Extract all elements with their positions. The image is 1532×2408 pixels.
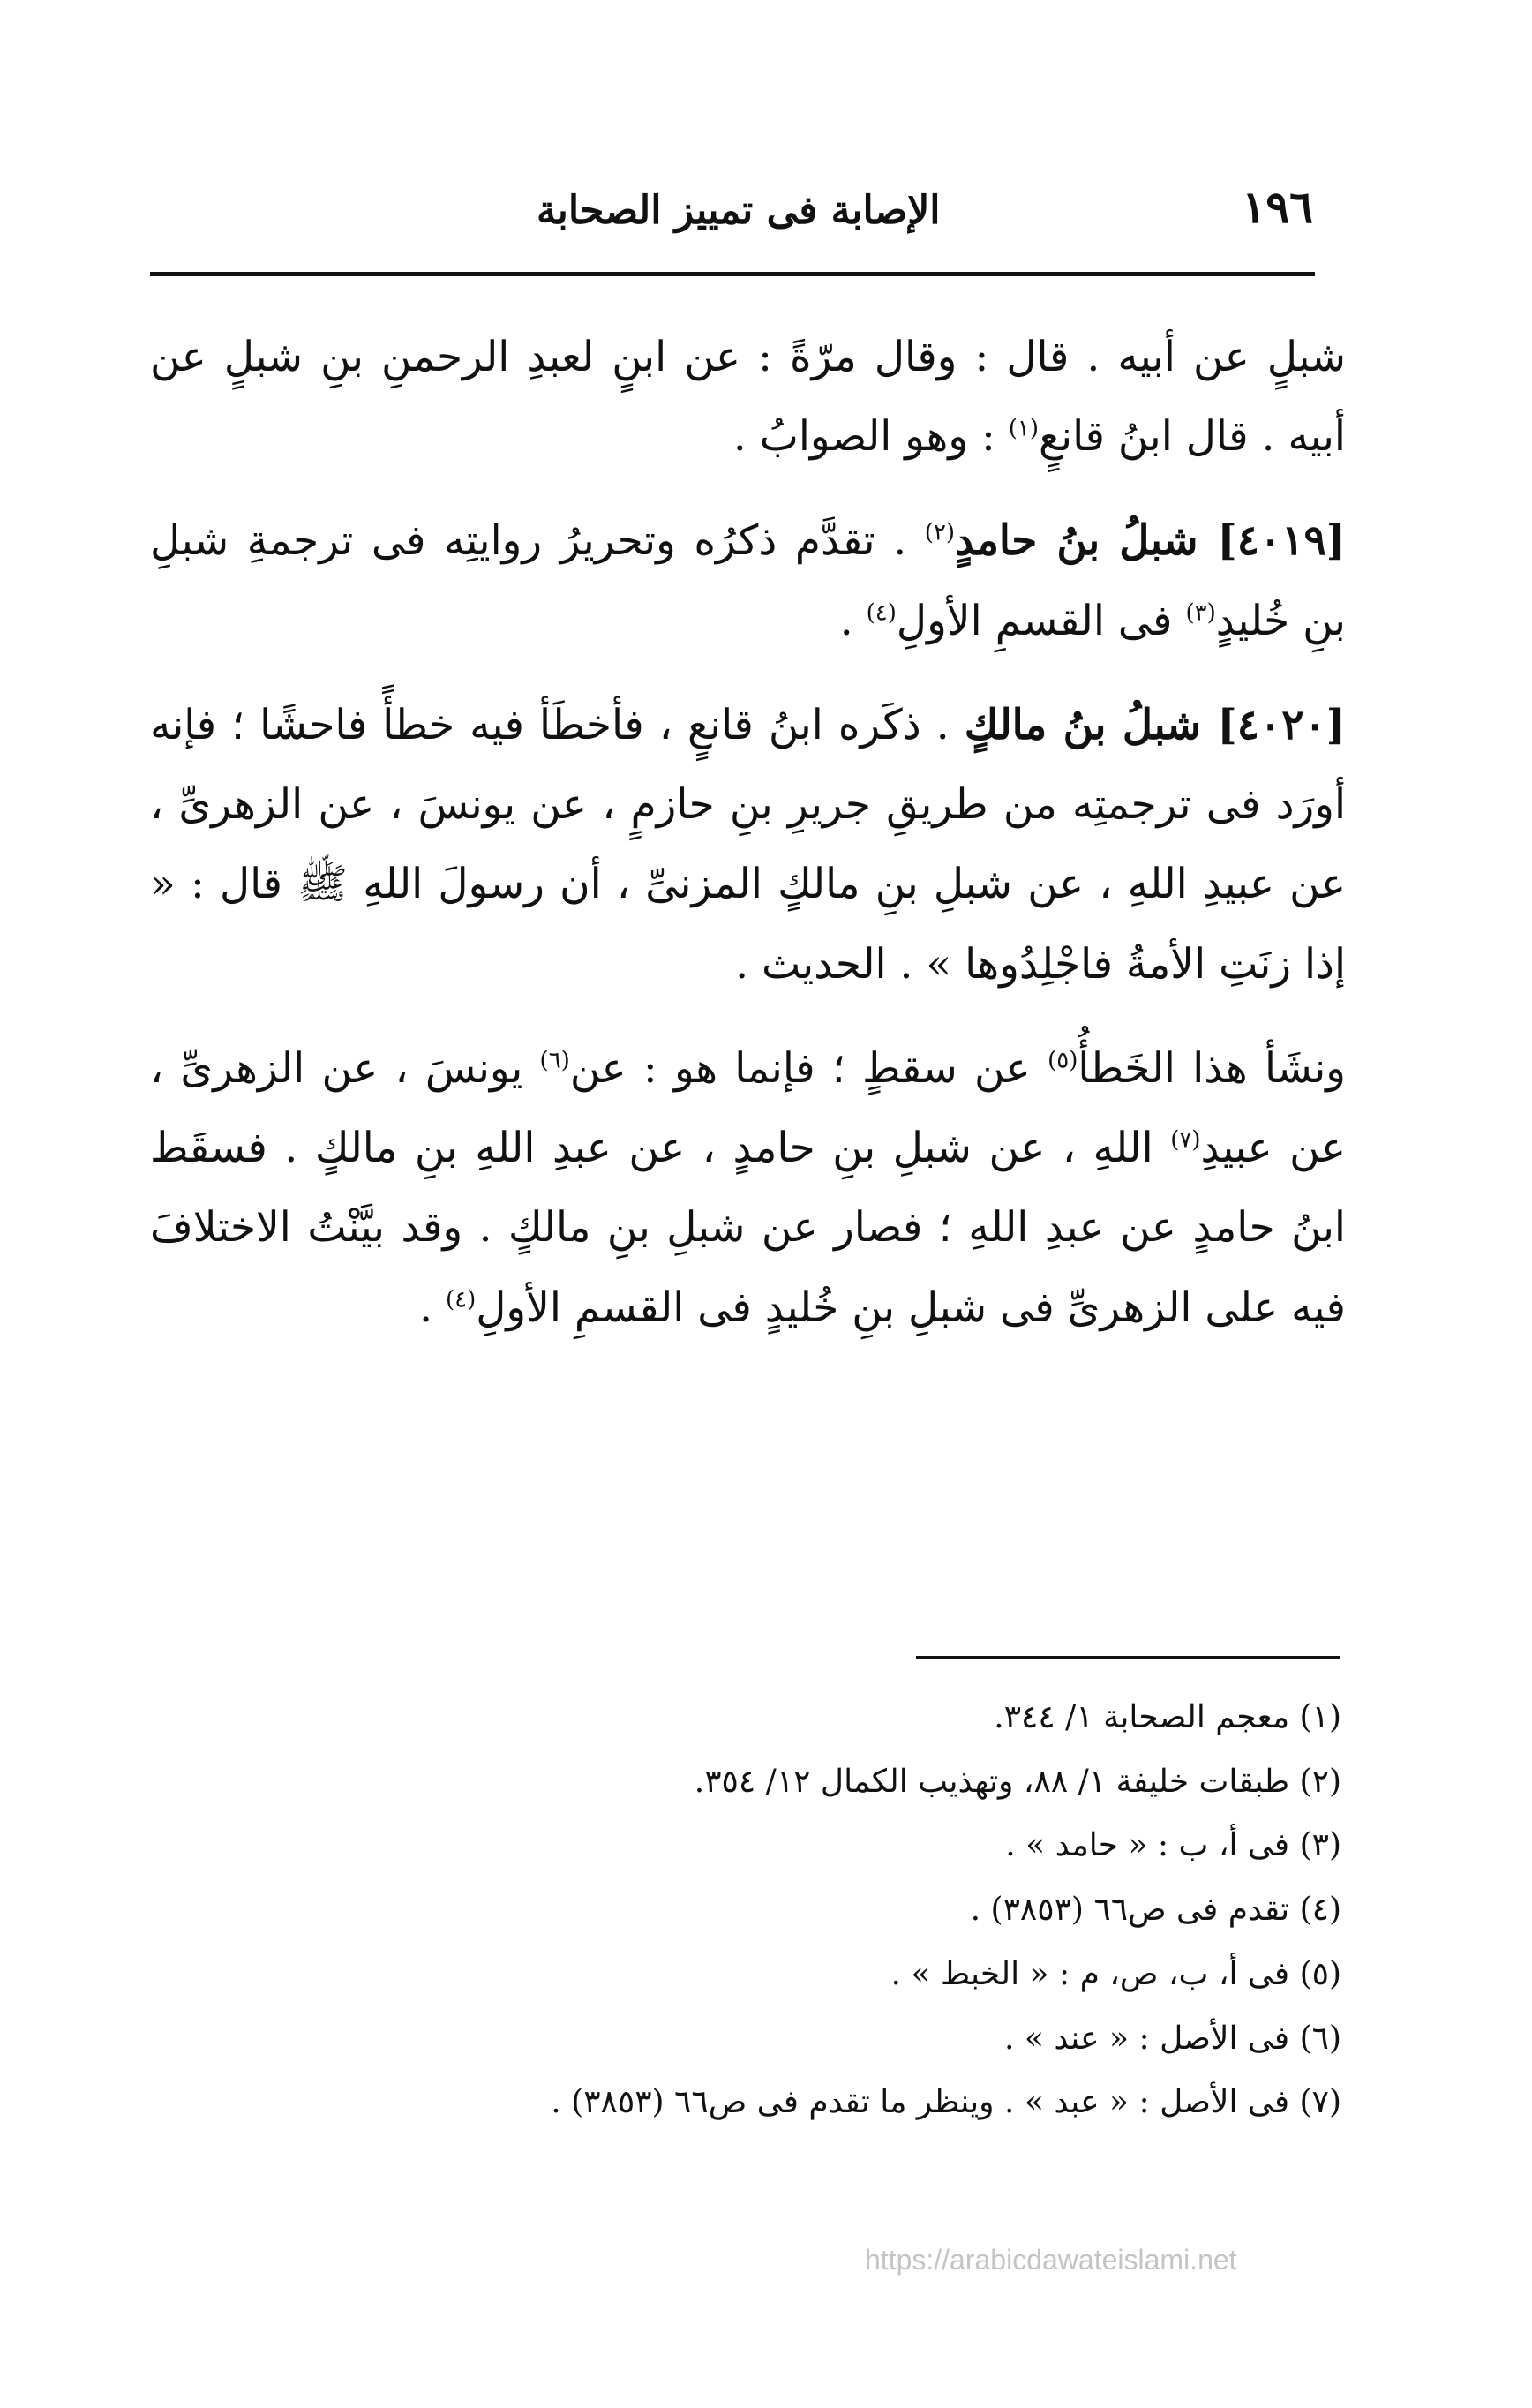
main-text xyxy=(150,318,1346,1373)
entry-name: شبلُ بنُ حامدٍ xyxy=(955,516,1218,566)
footnote: (١) معجم الصحابة ١/ ٣٤٤. xyxy=(994,1699,1341,1735)
footnote: (٧) فى الأصل : « عبد » . وينظر ما تقدم فى ص٦٦ (٣٨٥٣) . xyxy=(551,2084,1341,2121)
footnote-ref: (٦) xyxy=(539,1047,570,1074)
footnotes-list xyxy=(265,1686,1341,2135)
paragraph-4: ونشَأ هذا الخَطأُ$^{(٥)}$ عن سقطٍ ؛ فإنما هو : عن$^{(٦)}$ يونسَ ، عن الزهرىِّ ، عن عبيدِ$^{(٧)}$ اللهِ ، عن شبلِ بنِ حامدٍ ، عن عبدِ اللهِ بنِ مالكٍ . فسقَط ابنُ حامدٍ عن عبدِ اللهِ ؛ فصار عن شبلِ بنِ مالكٍ . وقد بيَّنْتُ الاختلافَ فيه على الزهرىِّ فى شبلِ بنِ خُليدٍ فى القسمِ الأولِ$^{(٤)}$ . xyxy=(150,1043,1346,1332)
footnote-ref: (٧) xyxy=(1170,1126,1201,1154)
footnote-ref: (٢) xyxy=(924,519,956,546)
paragraph-1: شبلٍ عن أبيه . قال : وقال مرّةً : عن ابنٍ لعبدِ الرحمنِ بنِ شبلٍ عن أبيه . قال ابنُ قانعٍ$^{(١)}$ : وهو الصوابُ . xyxy=(150,333,1346,462)
footnote-ref: (٤) xyxy=(445,1285,477,1313)
watermark-url: https://arabicdawateislami.net xyxy=(865,2244,1237,2276)
entry-4019: [٤٠١٩] شبلُ بنُ حامدٍ$^{(٢)}$ . تقدَّم ذكرُه وتحريرُ روايتِه فى ترجمةِ شبلِ بنِ خُليدٍ$^{(٣)}$ فى القسمِ الأولِ$^{(٤)}$ . xyxy=(150,516,1346,645)
page-header xyxy=(157,181,1313,260)
footnote-ref: (٥) xyxy=(1048,1047,1078,1074)
running-title: الإصابة فى تمييز الصحابة xyxy=(537,188,941,233)
footnote-ref: (٣) xyxy=(1185,599,1216,627)
footnote: (٤) تقدم فى ص٦٦ (٣٨٥٣) . xyxy=(970,1892,1341,1929)
footnote: (٣) فى أ، ب : « حامد » . xyxy=(1005,1827,1341,1864)
footnote: (٥) فى أ، ب، ص، م : « الخبط » . xyxy=(890,1955,1341,1992)
entry-number: [٤٠٢٠] xyxy=(1217,700,1347,749)
footnote-divider xyxy=(916,1656,1340,1659)
entry-4020: [٤٠٢٠] شبلُ بنُ مالكٍ . ذكَره ابنُ قانعٍ ، فأخطَأ فيه خطأً فاحشًا ؛ فإنه أورَد فى ترجمتِه من طريقِ جريرِ بنِ حازمٍ ، عن يونسَ ، عن الزهرىِّ ، عن عبيدِ اللهِ ، عن شبلِ بنِ مالكٍ المزنىِّ ، أن رسولَ اللهِ ﷺ قال : « إذا زنَتِ الأمةُ فاجْلِدُوها » . الحديث . xyxy=(150,700,1347,989)
footnote: (٦) فى الأصل : « عند » . xyxy=(1004,2020,1341,2057)
entry-number: [٤٠١٩] xyxy=(1217,516,1346,566)
page-number: ١٩٦ xyxy=(1242,181,1313,233)
footnote-ref: (١) xyxy=(1008,415,1040,442)
footnote-ref: (٤) xyxy=(866,599,897,627)
entry-name: شبلُ بنُ مالكٍ xyxy=(964,700,1218,749)
footnote: (٢) طبقات خليفة ١/ ٨٨، وتهذيب الكمال ١٢/ ٣٥٤. xyxy=(694,1763,1341,1800)
header-divider xyxy=(150,272,1315,276)
